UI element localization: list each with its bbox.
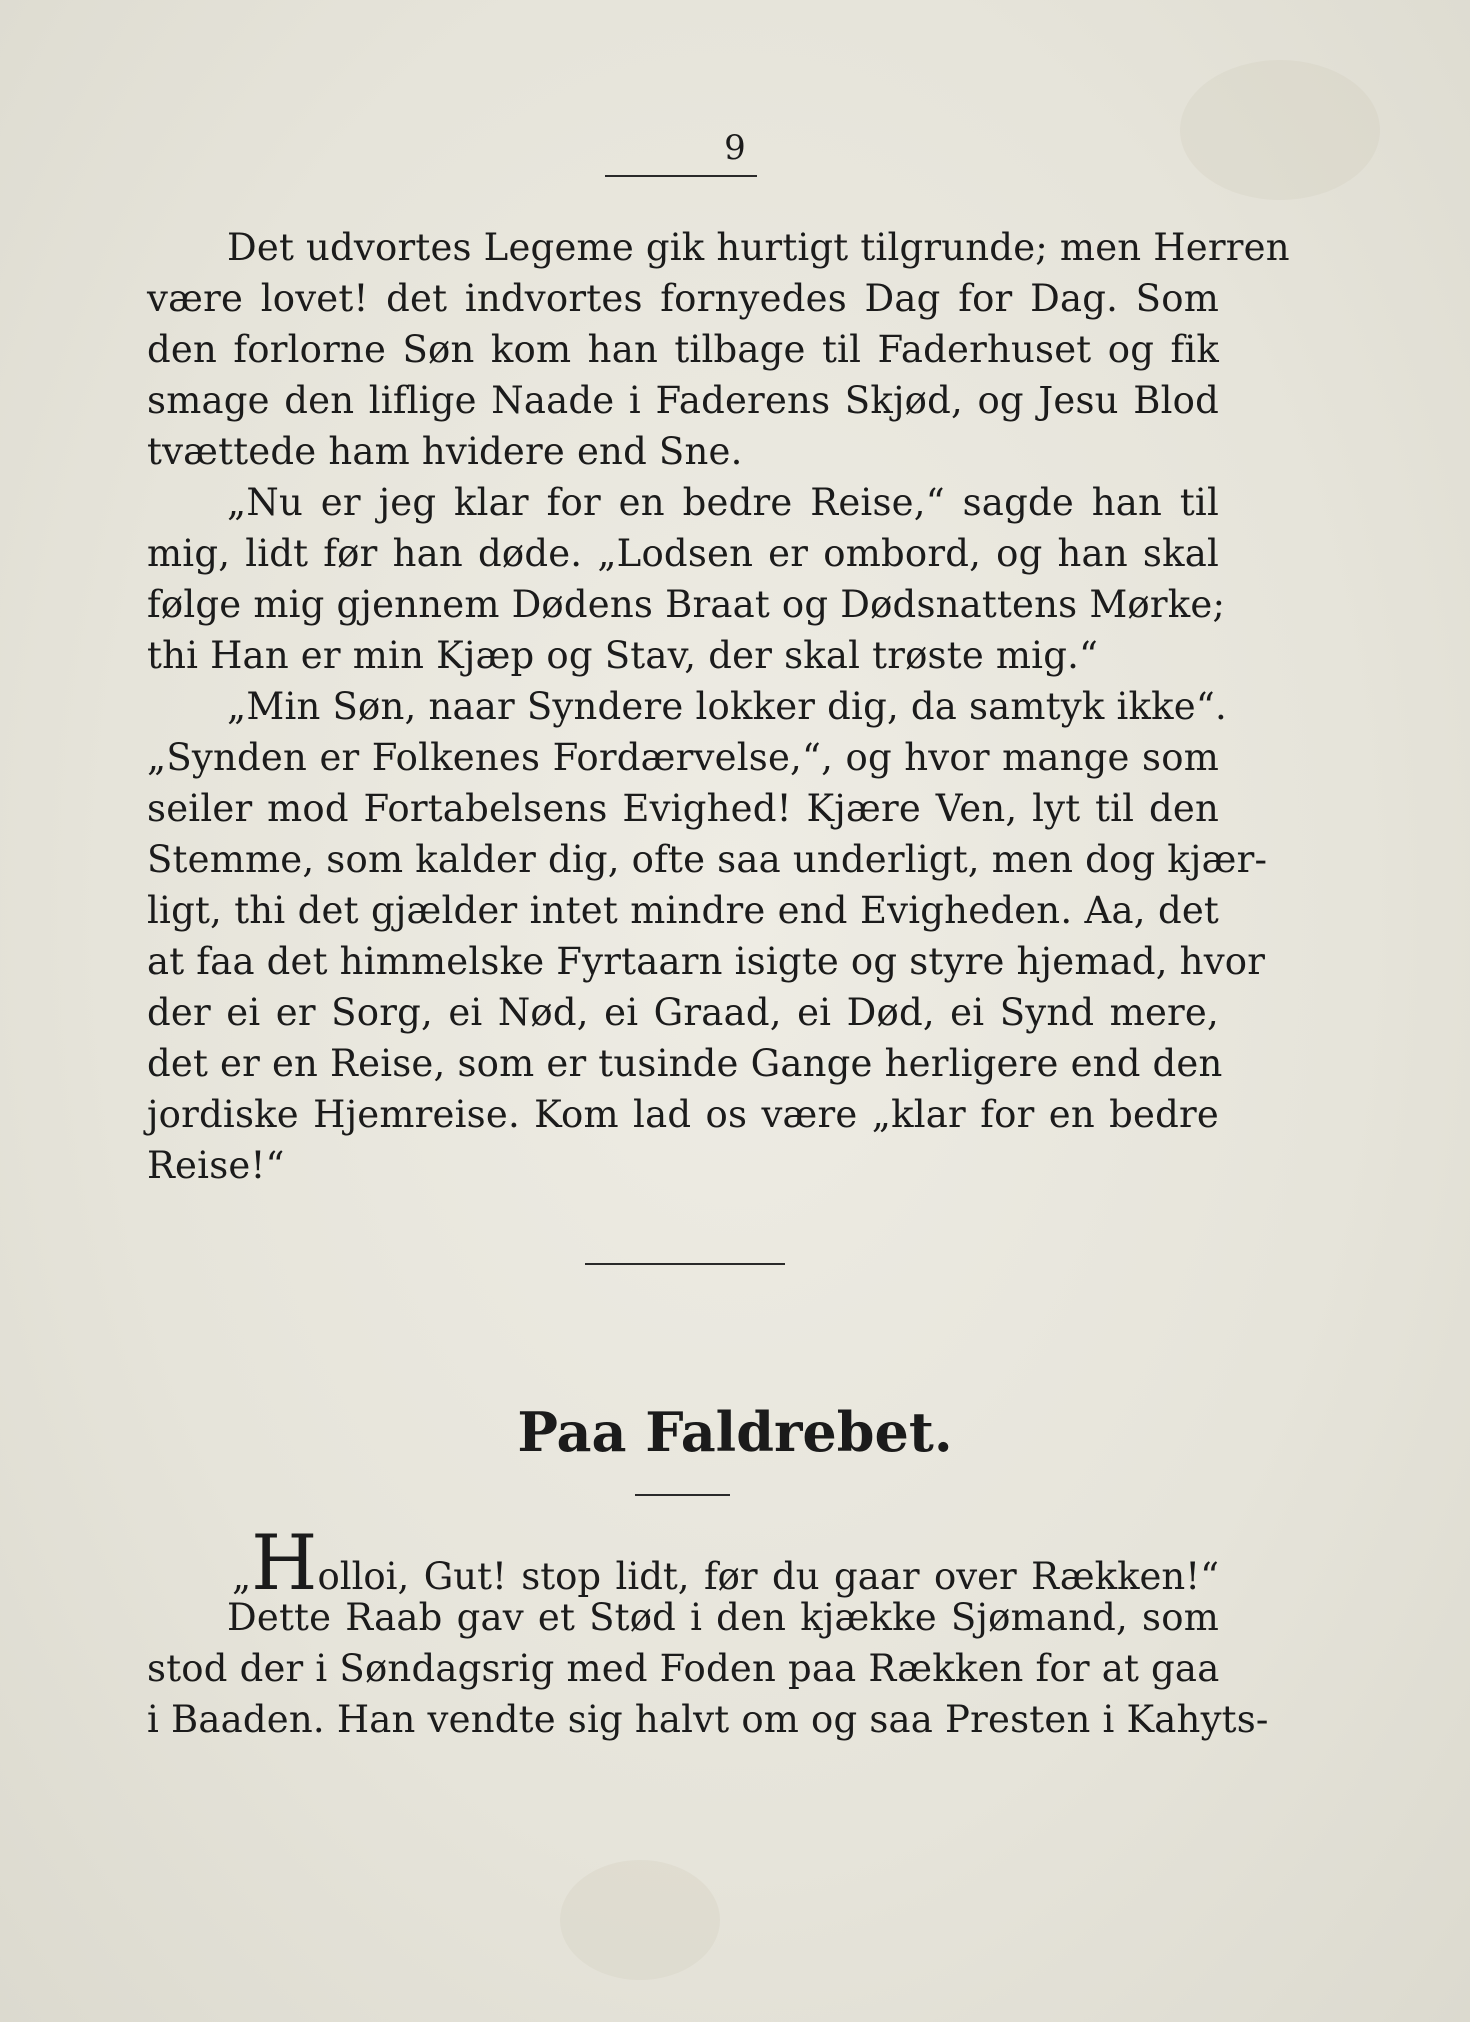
text-line: seiler mod Fortabelsens Evighed! Kjære Ven, lyt til den bbox=[147, 787, 1219, 830]
text-line: den forlorne Søn kom han tilbage til Faderhuset og fik bbox=[147, 328, 1219, 371]
text-line: i Baaden. Han vendte sig halvt om og saa Presten i Kahyts- bbox=[147, 1698, 1269, 1741]
text-line: tvættede ham hvidere end Sne. bbox=[147, 430, 743, 473]
text-line: Det udvortes Legeme gik hurtigt tilgrunde; men Herren bbox=[227, 226, 1290, 269]
section-divider bbox=[585, 1263, 785, 1265]
text-line: „Synden er Folkenes Fordærvelse,“, og hvor mange som bbox=[147, 736, 1219, 779]
text-line: stod der i Søndagsrig med Foden paa Rækken for at gaa bbox=[147, 1647, 1220, 1690]
text-line: smage den liflige Naade i Faderens Skjød, og Jesu Blod bbox=[147, 379, 1219, 422]
drop-cap: H bbox=[251, 1518, 318, 1607]
text-line: følge mig gjennem Dødens Braat og Dødsnattens Mørke; bbox=[147, 583, 1226, 626]
text-line: „Min Søn, naar Syndere lokker dig, da samtyk ikke“. bbox=[227, 685, 1227, 728]
opening-line bbox=[147, 1518, 1219, 1607]
heading-rule bbox=[635, 1494, 730, 1496]
text-line: ligt, thi det gjælder intet mindre end Evigheden. Aa, det bbox=[147, 889, 1219, 932]
paper-stain bbox=[560, 1860, 720, 1980]
text-line: Stemme, som kalder dig, ofte saa underligt, men dog kjær- bbox=[147, 838, 1268, 881]
text-line: det er en Reise, som er tusinde Gange herligere end den bbox=[147, 1042, 1223, 1085]
opening-text: olloi, Gut! stop lidt, før du gaar over Rækken!“ bbox=[317, 1555, 1219, 1598]
text-line: Dette Raab gav et Stød i den kjække Sjømand, som bbox=[227, 1596, 1219, 1639]
section-heading: Paa Faldrebet. bbox=[517, 1400, 953, 1464]
text-line: Reise!“ bbox=[147, 1144, 285, 1187]
top-rule bbox=[605, 175, 757, 177]
text-line: at faa det himmelske Fyrtaarn isigte og styre hjemad, hvor bbox=[147, 940, 1266, 983]
text-line: thi Han er min Kjæp og Stav, der skal trøste mig.“ bbox=[147, 634, 1099, 677]
text-line: jordiske Hjemreise. Kom lad os være „klar for en bedre bbox=[147, 1093, 1219, 1136]
text-line: „Nu er jeg klar for en bedre Reise,“ sagde han til bbox=[227, 481, 1219, 524]
body-text-section bbox=[147, 1518, 1269, 1745]
body-text bbox=[147, 222, 1290, 1191]
page-number: 9 bbox=[724, 128, 746, 168]
text-line: der ei er Sorg, ei Nød, ei Graad, ei Død, ei Synd mere, bbox=[147, 991, 1219, 1034]
opening-quote: „ bbox=[232, 1555, 252, 1598]
text-line: være lovet! det indvortes fornyedes Dag for Dag. Som bbox=[147, 277, 1219, 320]
text-line: mig, lidt før han døde. „Lodsen er ombord, og han skal bbox=[147, 532, 1219, 575]
